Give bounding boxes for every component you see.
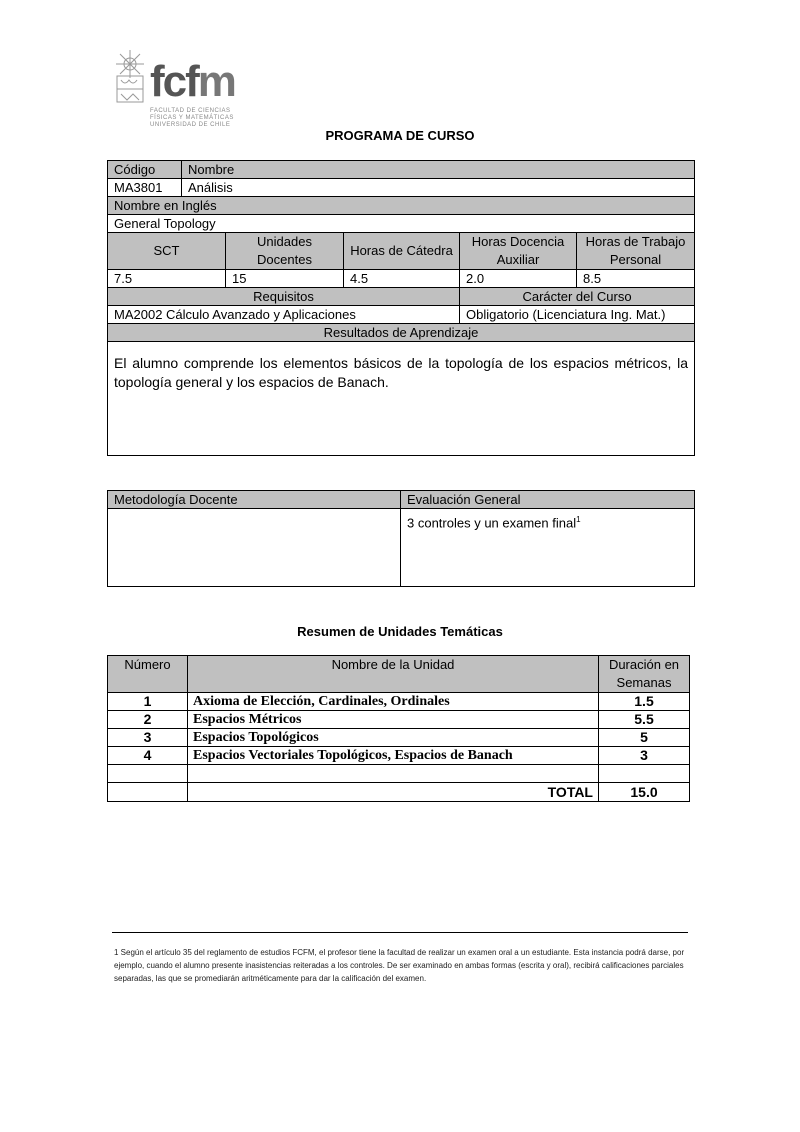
personal-hours-value: 8.5 xyxy=(577,270,695,288)
footnote-divider xyxy=(112,932,688,933)
course-info-table xyxy=(107,160,695,456)
lecture-hours-value: 4.5 xyxy=(344,270,460,288)
unit-number: 2 xyxy=(108,711,188,729)
fcfm-logo xyxy=(112,46,242,130)
empty-cell xyxy=(188,765,599,783)
english-name: General Topology xyxy=(108,215,695,233)
unit-name: Axioma de Elección, Cardinales, Ordinales xyxy=(188,693,599,711)
logo-subtitle-line-1: FACULTAD DE CIENCIAS xyxy=(150,108,231,114)
unit-number: 1 xyxy=(108,693,188,711)
unit-weeks: 5.5 xyxy=(599,711,690,729)
units-header: Unidades Docentes xyxy=(226,233,344,270)
code-label: Código xyxy=(108,161,182,179)
unit-weeks: 5 xyxy=(599,729,690,747)
logo-subtitle-line-2: FÍSICAS Y MATEMÁTICAS xyxy=(150,115,234,121)
logo-wordmark xyxy=(150,57,235,106)
empty-cell xyxy=(108,765,188,783)
duration-header: Duración en Semanas xyxy=(599,656,690,693)
empty-cell xyxy=(599,765,690,783)
learning-outcomes-text: El alumno comprende los elementos básicos de la topología de los espacios métricos, la topología general y los espacios de Banach. xyxy=(108,342,695,456)
empty-row xyxy=(108,765,690,783)
university-seal-icon xyxy=(112,50,148,106)
unit-name: Espacios Métricos xyxy=(188,711,599,729)
number-header: Número xyxy=(108,656,188,693)
unit-name: Espacios Vectoriales Topológicos, Espacios de Banach xyxy=(188,747,599,765)
table-row xyxy=(108,693,690,711)
logo-wordmark-fc: fcf xyxy=(150,57,198,106)
sct-value: 7.5 xyxy=(108,270,226,288)
units-summary-table xyxy=(107,655,690,802)
total-label: TOTAL xyxy=(188,783,599,802)
character-value: Obligatorio (Licenciatura Ing. Mat.) xyxy=(460,306,695,324)
unit-name-header: Nombre de la Unidad xyxy=(188,656,599,693)
evaluation-cell xyxy=(401,509,695,587)
english-name-label: Nombre en Inglés xyxy=(108,197,695,215)
evaluation-text: 3 controles y un examen final xyxy=(407,515,577,531)
methodology-text xyxy=(108,509,401,587)
total-row xyxy=(108,783,690,802)
total-value: 15.0 xyxy=(599,783,690,802)
footnote-marker: 1 xyxy=(576,515,581,524)
unit-weeks: 1.5 xyxy=(599,693,690,711)
empty-cell xyxy=(108,783,188,802)
methodology-label: Metodología Docente xyxy=(108,491,401,509)
evaluation-label: Evaluación General xyxy=(401,491,695,509)
table-row xyxy=(108,711,690,729)
unit-number: 4 xyxy=(108,747,188,765)
character-label: Carácter del Curso xyxy=(460,288,695,306)
table-row xyxy=(108,747,690,765)
sct-header: SCT xyxy=(108,233,226,270)
footnote-text: 1 Según el artículo 35 del reglamento de estudios FCFM, el profesor tiene la facultad de realizar un examen oral a un estudiante. Esta instancia podrá darse, por ejemplo, cuando el alumno presente inasistencias reiteradas a los controles. De ser examinado en ambas formas (escrita y oral), recibirá calificaciones parciales separadas, las que se promediarán aritméticamente para dar la calificación del examen. xyxy=(114,948,685,983)
unit-number: 3 xyxy=(108,729,188,747)
personal-hours-header: Horas de Trabajo Personal xyxy=(577,233,695,270)
aux-hours-value: 2.0 xyxy=(460,270,577,288)
logo-wordmark-m: m xyxy=(197,57,235,106)
name-label: Nombre xyxy=(182,161,695,179)
course-name: Análisis xyxy=(182,179,695,197)
unit-name: Espacios Topológicos xyxy=(188,729,599,747)
learning-outcomes-label: Resultados de Aprendizaje xyxy=(108,324,695,342)
logo-subtitle-line-3: UNIVERSIDAD DE CHILE xyxy=(150,122,231,128)
table-row xyxy=(108,729,690,747)
course-code: MA3801 xyxy=(108,179,182,197)
page-title: PROGRAMA DE CURSO xyxy=(325,128,475,143)
units-value: 15 xyxy=(226,270,344,288)
methodology-table xyxy=(107,490,695,587)
requirements-value: MA2002 Cálculo Avanzado y Aplicaciones xyxy=(108,306,460,324)
unit-weeks: 3 xyxy=(599,747,690,765)
aux-hours-header: Horas Docencia Auxiliar xyxy=(460,233,577,270)
lecture-hours-header: Horas de Cátedra xyxy=(344,233,460,270)
summary-title: Resumen de Unidades Temáticas xyxy=(297,624,503,639)
requirements-label: Requisitos xyxy=(108,288,460,306)
